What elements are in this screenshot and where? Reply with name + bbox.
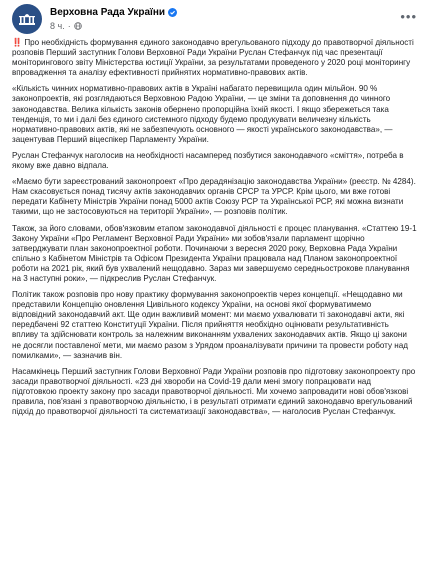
parliament-building-icon <box>16 8 38 30</box>
post-paragraph: Політик також розповів про нову практику формування законопроектів через концепції. «Нещодавно ми представили Концепцію оновлення Цивільного кодексу України, на основі якої формуватимемо відповідний законодавчий акт. Ще один важливий момент: ми маємо ухвалювати ті законодавчі акти, які передбачені 92 статтею Конституції України. Після прийняття необхідно оцінювати результативність впливу та здійснювати контроль за належним виконанням ухвалених законодавчих актів. Якщо ці закони не досягли поставленої мети, ми маємо разом з Урядом проаналізувати причини та провести роботу над помилками», — зазначив він. <box>12 290 408 360</box>
post-body <box>12 38 417 417</box>
post-paragraph: Руслан Стефанчук наголосив на необхідності насамперед позбутися законодавчого «сміття», потреба в якому вже давно відпала. <box>12 150 404 171</box>
post-paragraph: ‼️ Про необхідність формування єдиного законодавчо врегульованого підходу до правотворчої діяльності розповів Перший заступник Голови Верховної Ради України Руслан Стефанчук під час презентації моніторингового звіту Міністерства юстиції України, за результатами проведеного у 2020 році моніторингу впровадження та аналізу ефективності прийнятих нормативно-правових актів. <box>12 38 414 78</box>
post-header <box>12 0 417 38</box>
more-options-icon[interactable]: ••• <box>400 9 417 24</box>
post-meta <box>50 20 177 33</box>
post-paragraph: «Кількість чинних нормативно-правових актів в Україні набагато перевищила один мільйон. 90 % законопроектів, які розглядаються Верховною Радою України, — це зміни та доповнення до чинного законодавства. Велика кількість законів обернено пропорційна їхній якості. І якщо збережеться така тенденція, то ми і далі без єдиного системного підходу будемо продукувати величезну кількість нормативно-правових актів, які не забезпечують основного — якості українського законодавства», — зацентував Перший віцеспікер Парламенту України. <box>12 84 393 144</box>
page-name[interactable]: Верховна Рада України <box>50 6 166 18</box>
post-paragraph: Також, за його словами, обов'язковим етапом законодавчої діяльності є процес планування. «Статтею 19-1 Закону України «Про Регламент Верховної Ради України» ми зобов'язали парламент щорічно затверджувати план законопроектної роботи. Починаючи з вересня 2020 року, Верховна Рада України спільно з Кабінетом Міністрів та Офісом Президента України працювала над Планом законопроектної роботи на 2021 рік, який був ухвалений нещодавно. Зараз ми завершуємо середньострокове планування на 3 наступні роки», — підкреслив Руслан Стефанчук. <box>12 223 417 283</box>
author-block <box>50 6 177 33</box>
page-avatar[interactable] <box>12 4 42 34</box>
verified-badge-icon <box>168 8 177 17</box>
meta-separator: · <box>67 20 71 31</box>
globe-icon <box>74 22 82 30</box>
post-timestamp[interactable]: 8 ч. <box>50 20 65 31</box>
post-paragraph: «Маємо бути зареєстрований законопроект «Про дерадянізацію законодавства України» (реєстр. № 4284). Нам скасовується понад тисячу актів законодавчих органів СРСР та УРСР. Крім цього, ми вже готові передати Кабінету Міністрів України понад 5000 актів Союзу РСР та Української РСР, які можна визнати такими, що не застосовуються на території України», — розповів політик. <box>12 177 416 217</box>
author-row <box>50 6 177 19</box>
post-paragraph: Насамкінець Перший заступник Голови Верховної Ради України розповів про підготовку законопроекту про засади правотворчої діяльності. «23 дні хвороби на Covid-19 дали мені змогу попрацювати над підготовкою проекту закону про засади правотворчої діяльності. Ми хочемо запровадити нові обов'язкові правила, пов'язані з правотворчою діяльністю, і в результаті отримати єдиний законодавчо врегульований підхід до правотворчої діяльності та систематизації законодавства», — наголосив Руслан Стефанчук. <box>12 366 416 417</box>
